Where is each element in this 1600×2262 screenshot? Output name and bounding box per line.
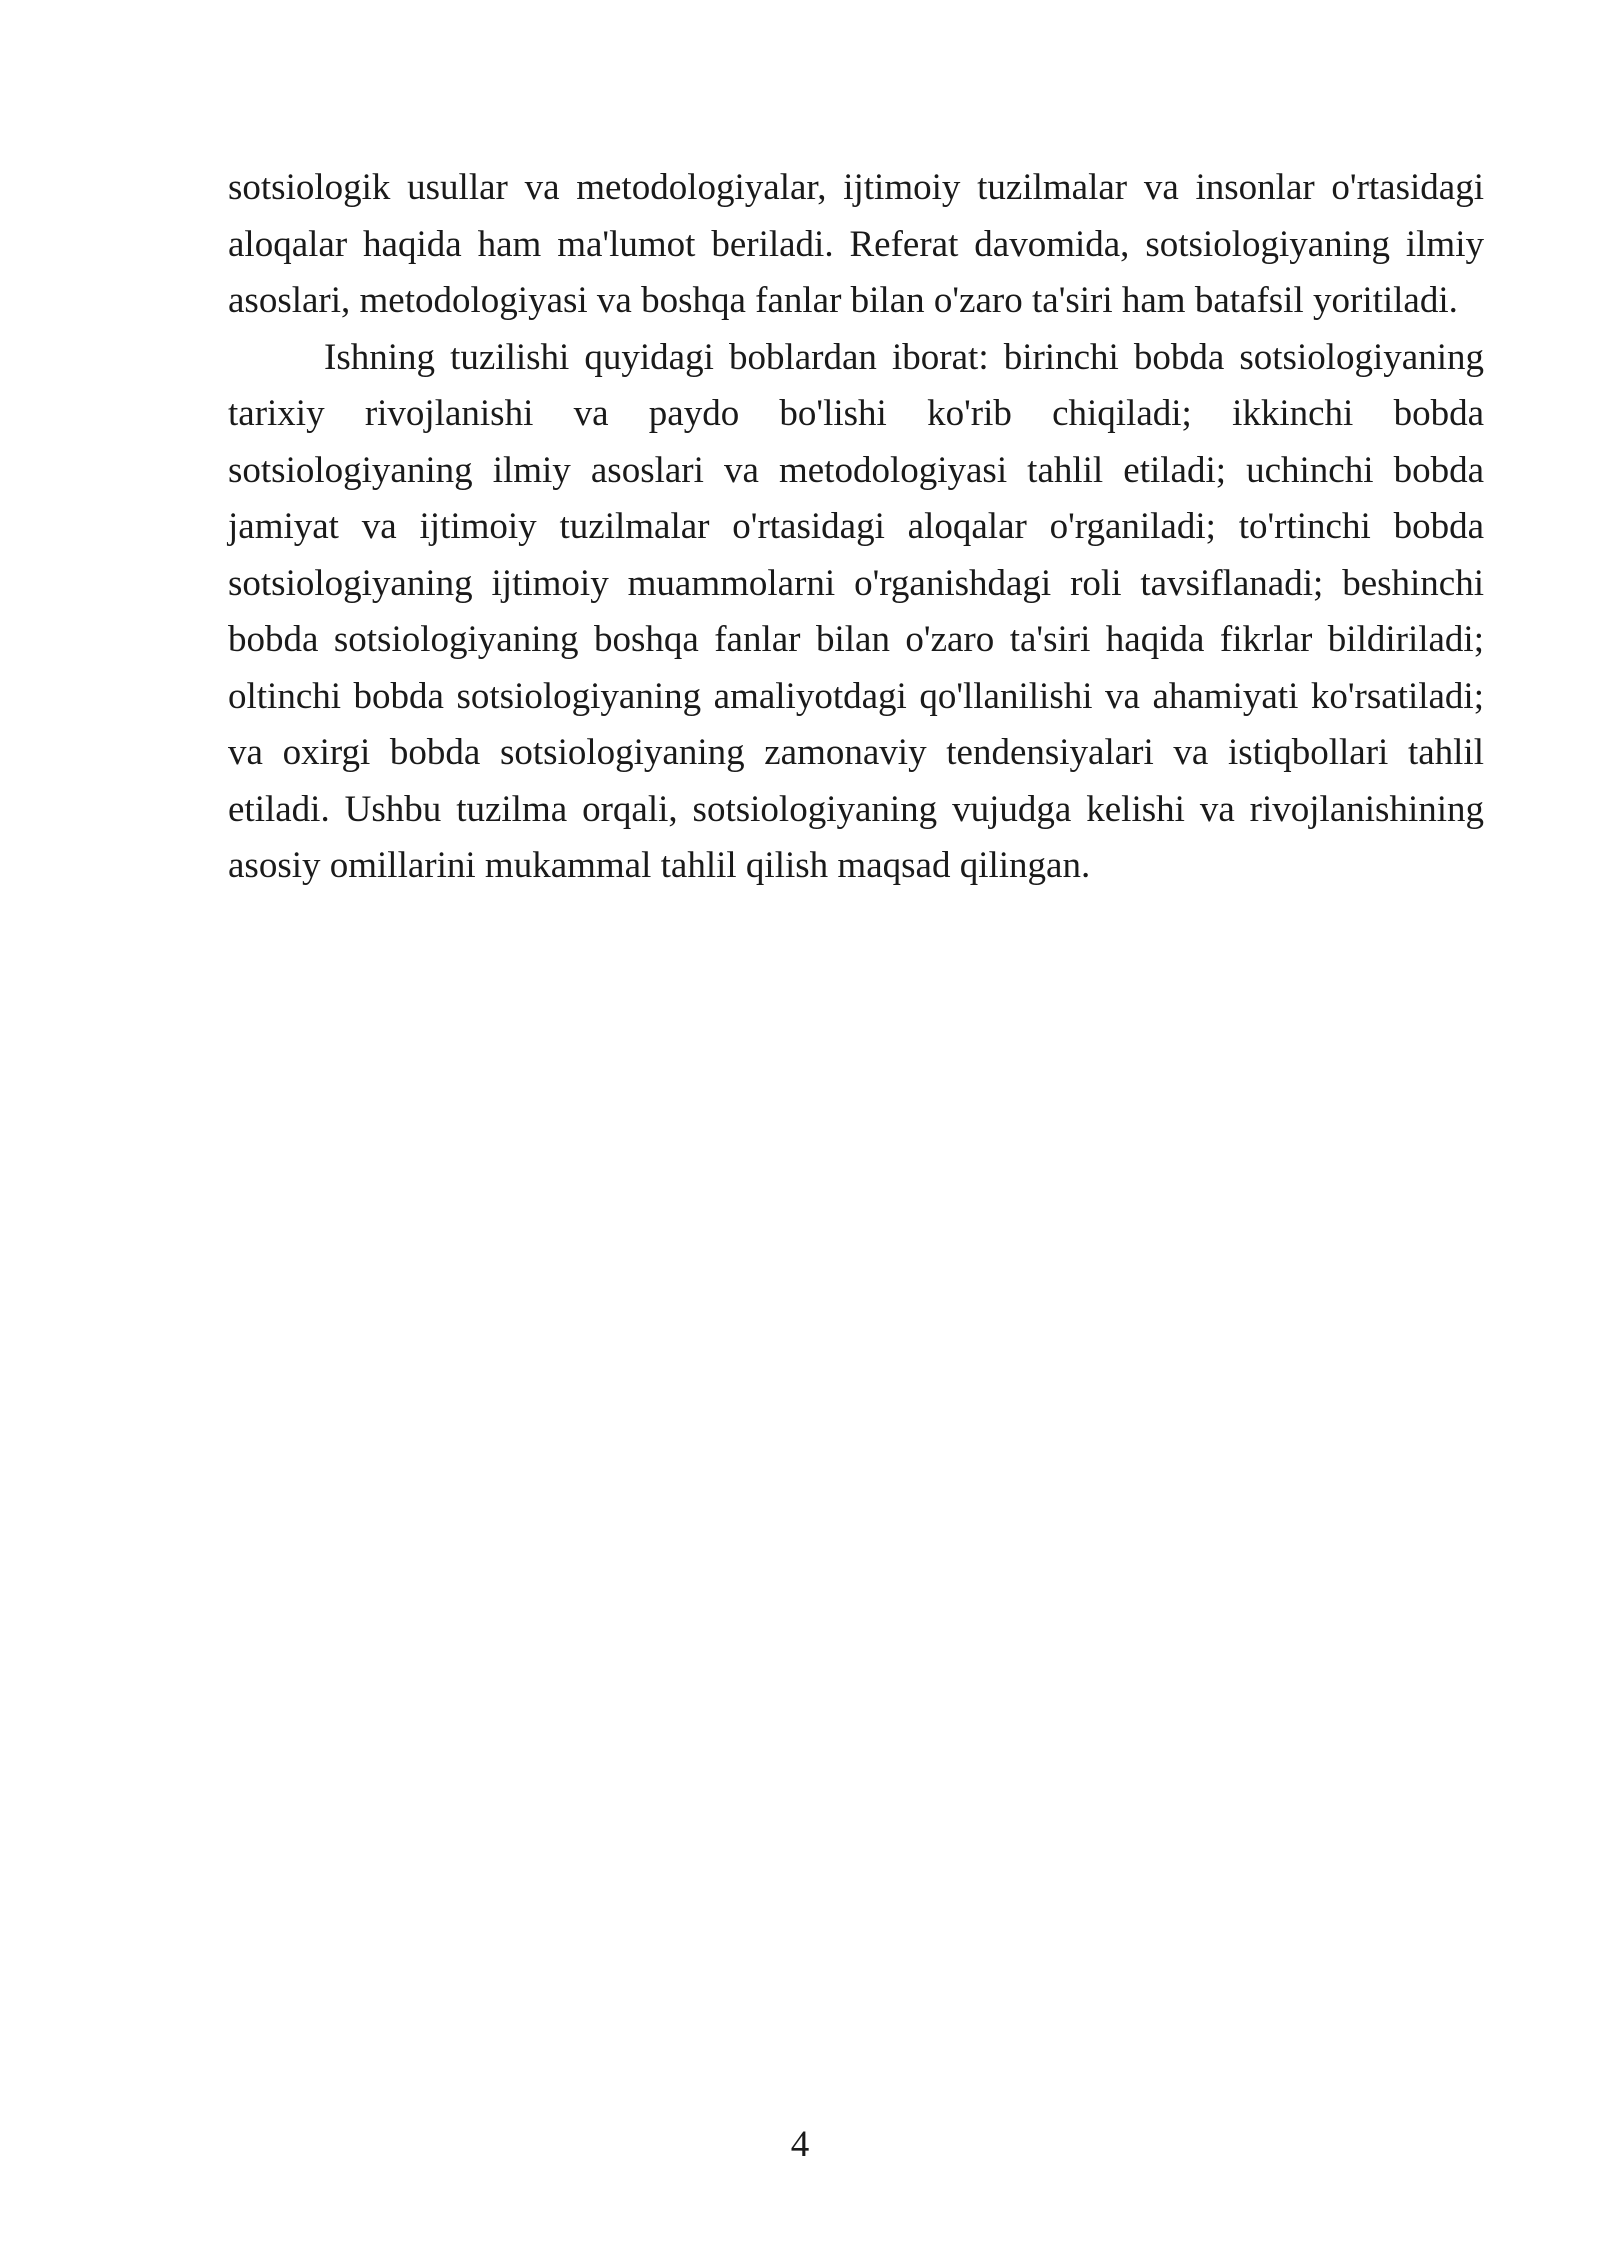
body-text — [228, 160, 1484, 895]
paragraph-structure: Ishning tuzilishi quyidagi boblardan iborat: birinchi bobda sotsiologiyaning tarixiy rivojlanishi va paydo bo'lishi ko'rib chiqiladi; ikkinchi bobda sotsiologiyaning ilmiy asoslari va metodologiyasi tahlil etiladi; uchinchi bobda jamiyat va ijtimoiy tuzilmalar o'rtasidagi aloqalar o'rganiladi; to'rtinchi bobda sotsiologiyaning ijtimoiy muammolarni o'rganishdagi roli tavsiflanadi; beshinchi bobda sotsiologiyaning boshqa fanlar bilan o'zaro ta'siri haqida fikrlar bildiriladi; oltinchi bobda sotsiologiyaning amaliyotdagi qo'llanilishi va ahamiyati ko'rsatiladi; va oxirgi bobda sotsiologiyaning zamonaviy tendensiyalari va istiqbollari tahlil etiladi. Ushbu tuzilma orqali, sotsiologiyaning vujudga kelishi va rivojlanishining asosiy omillarini mukammal tahlil qilish maqsad qilingan. — [228, 336, 1484, 886]
page-number: 4 — [790, 2124, 810, 2165]
paragraph-continuation: sotsiologik usullar va metodologiyalar, ijtimoiy tuzilmalar va insonlar o'rtasidagi aloqalar haqida ham ma'lumot beriladi. Referat davomida, sotsiologiyaning ilmiy asoslari, metodologiyasi va boshqa fanlar bilan o'zaro ta'siri ham batafsil yoritiladi. — [228, 167, 1484, 321]
